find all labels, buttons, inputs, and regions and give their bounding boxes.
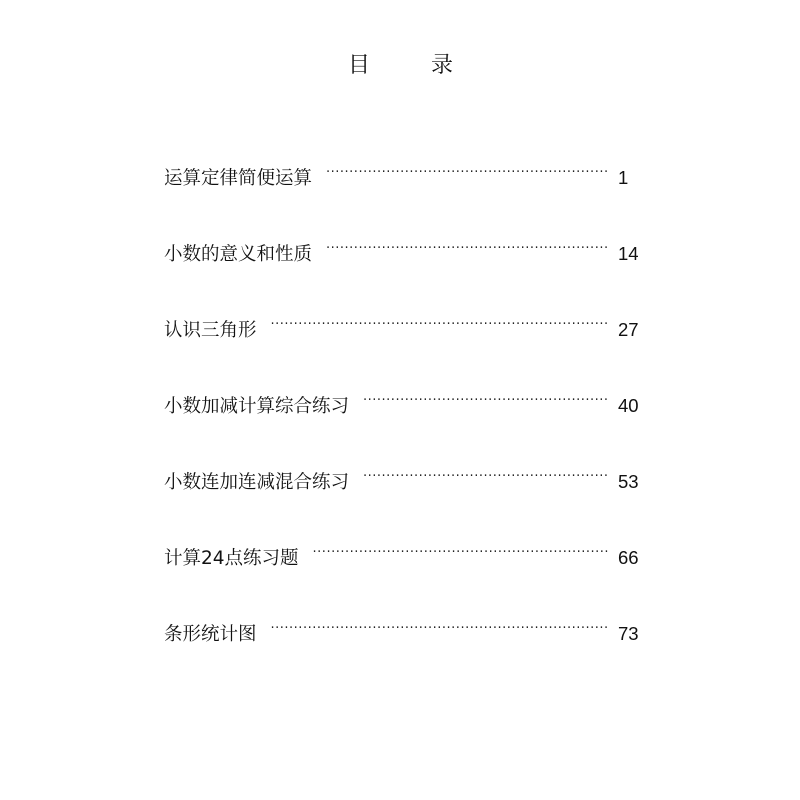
toc-entry-page: 40 [618, 395, 639, 416]
toc-entry-label: 运算定律简便运算 [164, 168, 313, 189]
toc-entry-label: 小数加减计算综合练习 [164, 396, 350, 417]
toc-entry-page: 27 [618, 319, 639, 340]
toc-entry-label: 小数连加连减混合练习 [164, 472, 350, 493]
toc-entry-page: 66 [618, 547, 639, 568]
title-char-mu: 目 [348, 53, 371, 78]
table-of-contents [164, 148, 642, 680]
dot-leader [326, 224, 608, 260]
toc-entry-label: 认识三角形 [164, 320, 257, 341]
toc-entry[interactable] [164, 376, 642, 417]
dot-leader [271, 604, 608, 640]
dot-leader [363, 376, 608, 412]
toc-entry[interactable] [164, 452, 642, 493]
title-char-lu: 录 [431, 53, 454, 78]
toc-entry-page: 73 [618, 623, 639, 644]
dot-leader [313, 528, 608, 564]
toc-entry-page: 14 [618, 243, 639, 264]
dot-leader [271, 300, 608, 336]
dot-leader [326, 148, 608, 184]
page-title [0, 50, 800, 82]
toc-entry[interactable] [164, 224, 642, 265]
toc-entry-page: 53 [618, 471, 639, 492]
toc-entry[interactable] [164, 604, 642, 645]
toc-entry-label: 条形统计图 [164, 624, 257, 645]
toc-entry[interactable] [164, 528, 642, 569]
toc-entry-label: 计算24点练习题 [164, 548, 299, 569]
toc-entry-label: 小数的意义和性质 [164, 244, 313, 265]
toc-entry[interactable] [164, 300, 642, 341]
dot-leader [363, 452, 608, 488]
toc-entry-page: 1 [618, 167, 629, 188]
toc-entry[interactable] [164, 148, 642, 189]
